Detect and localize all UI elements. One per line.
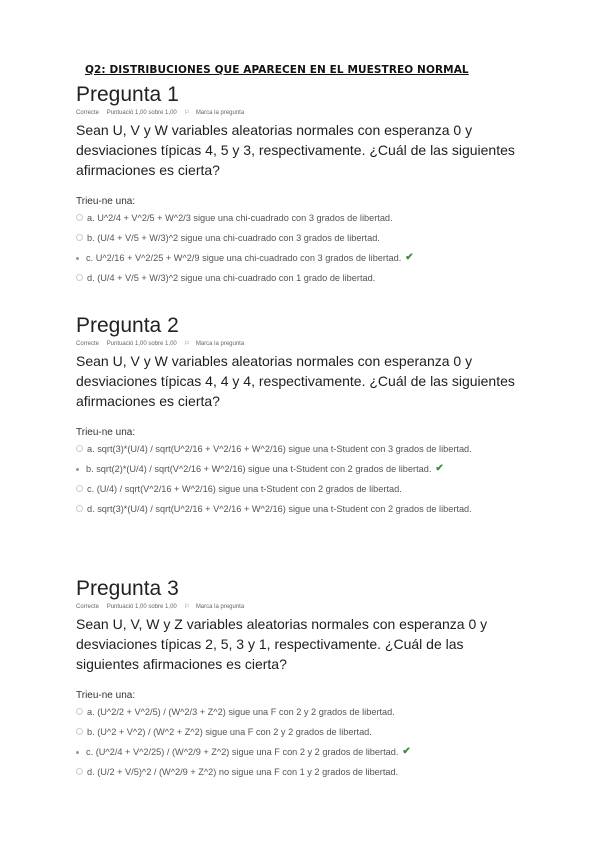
option-text: b. (U/4 + V/5 + W/3)^2 sigue una chi-cuadrado con 3 grados de libertad. bbox=[87, 233, 380, 243]
option-text: d. (U/4 + V/5 + W/3)^2 sigue una chi-cuadrado con 1 grado de libertad. bbox=[87, 273, 376, 283]
choose-label: Trieu-ne una: bbox=[76, 690, 136, 701]
option-d[interactable] bbox=[76, 502, 526, 516]
option-text: c. U^2/16 + V^2/25 + W^2/9 sigue una chi-cuadrado con 3 grados de libertad. bbox=[86, 253, 402, 263]
flag-icon[interactable]: ⚐ bbox=[184, 110, 190, 116]
radio-icon[interactable] bbox=[76, 485, 83, 492]
radio-icon[interactable] bbox=[76, 728, 83, 735]
check-icon: ✔ bbox=[402, 746, 411, 757]
option-text: d. sqrt(3)*(U/4) / sqrt(U^2/16 + V^2/16 + W^2/16) sigue una t-Student con 2 grados de libertad. bbox=[87, 504, 472, 514]
option-text: a. U^2/4 + V^2/5 + W^2/3 sigue una chi-cuadrado con 3 grados de libertad. bbox=[87, 213, 393, 223]
radio-selected-icon[interactable] bbox=[76, 751, 79, 754]
question-text: Sean U, V, W y Z variables aleatorias normales con esperanza 0 y desviaciones típicas 2, 5, 3 y 1, respectivamente. ¿Cuál de las siguientes afirmaciones es cierta? bbox=[76, 616, 488, 672]
radio-icon[interactable] bbox=[76, 234, 83, 241]
option-c[interactable] bbox=[76, 745, 526, 759]
radio-selected-icon[interactable] bbox=[76, 257, 79, 260]
score-label: Puntuació 1,00 sobre 1,00 bbox=[106, 604, 177, 610]
question-title: Pregunta 1 bbox=[76, 83, 179, 106]
option-d[interactable] bbox=[76, 271, 526, 285]
question-title: Pregunta 3 bbox=[76, 577, 179, 600]
radio-icon[interactable] bbox=[76, 768, 83, 775]
page-heading: Q2: DISTRIBUCIONES QUE APARECEN EN EL MUESTREO NORMAL bbox=[85, 64, 469, 76]
option-text: d. (U/2 + V/5)^2 / (W^2/9 + Z^2) no sigue una F con 1 y 2 grados de libertad. bbox=[87, 767, 399, 777]
option-b[interactable] bbox=[76, 231, 526, 245]
radio-selected-icon[interactable] bbox=[76, 468, 79, 471]
flag-icon[interactable]: ⚐ bbox=[184, 341, 190, 347]
score-label: Puntuació 1,00 sobre 1,00 bbox=[106, 341, 177, 347]
question-title: Pregunta 2 bbox=[76, 314, 179, 337]
option-c[interactable] bbox=[76, 482, 526, 496]
option-b[interactable] bbox=[76, 462, 526, 476]
radio-icon[interactable] bbox=[76, 274, 83, 281]
option-a[interactable] bbox=[76, 211, 526, 225]
question-3 bbox=[76, 576, 536, 785]
answer-options bbox=[76, 705, 536, 779]
option-b[interactable] bbox=[76, 725, 526, 739]
flag-question-link[interactable]: Marca la pregunta bbox=[195, 110, 245, 116]
flag-icon[interactable]: ⚐ bbox=[184, 604, 190, 610]
radio-icon[interactable] bbox=[76, 708, 83, 715]
option-text: b. (U^2 + V^2) / (W^2 + Z^2) sigue una F con 2 y 2 grados de libertad. bbox=[87, 727, 372, 737]
check-icon: ✔ bbox=[405, 252, 414, 263]
question-2 bbox=[76, 313, 536, 522]
option-text: b. sqrt(2)*(U/4) / sqrt(V^2/16 + W^2/16) sigue una t-Student con 2 grados de libertad. bbox=[86, 464, 432, 474]
option-a[interactable] bbox=[76, 442, 526, 456]
option-text: a. sqrt(3)*(U/4) / sqrt(U^2/16 + V^2/16 + W^2/16) sigue una t-Student con 3 grados de libertad. bbox=[87, 444, 472, 454]
answer-options bbox=[76, 442, 536, 516]
option-text: a. (U^2/2 + V^2/5) / (W^2/3 + Z^2) sigue una F con 2 y 2 grados de libertad. bbox=[87, 707, 395, 717]
question-meta bbox=[76, 109, 536, 118]
question-meta bbox=[76, 603, 536, 612]
radio-icon[interactable] bbox=[76, 505, 83, 512]
question-text: Sean U, V y W variables aleatorias normales con esperanza 0 y desviaciones típicas 4, 5 y 3, respectivamente. ¿Cuál de las siguientes afirmaciones es cierta? bbox=[76, 122, 515, 178]
radio-icon[interactable] bbox=[76, 445, 83, 452]
option-text: c. (U^2/4 + V^2/25) / (W^2/9 + Z^2) sigue una F con 2 y 2 grados de libertad. bbox=[86, 747, 399, 757]
check-icon: ✔ bbox=[435, 463, 444, 474]
choose-label: Trieu-ne una: bbox=[76, 196, 136, 207]
score-label: Puntuació 1,00 sobre 1,00 bbox=[106, 110, 177, 116]
option-a[interactable] bbox=[76, 705, 526, 719]
status-label: Correcte bbox=[76, 604, 100, 610]
flag-question-link[interactable]: Marca la pregunta bbox=[195, 604, 245, 610]
option-c[interactable] bbox=[76, 251, 526, 265]
radio-icon[interactable] bbox=[76, 214, 83, 221]
status-label: Correcte bbox=[76, 110, 100, 116]
choose-label: Trieu-ne una: bbox=[76, 427, 136, 438]
question-1 bbox=[76, 82, 536, 291]
question-text: Sean U, V y W variables aleatorias normales con esperanza 0 y desviaciones típicas 4, 4 y 4, respectivamente. ¿Cuál de las siguientes afirmaciones es cierta? bbox=[76, 353, 515, 409]
status-label: Correcte bbox=[76, 341, 100, 347]
option-text: c. (U/4) / sqrt(V^2/16 + W^2/16) sigue una t-Student con 2 grados de libertad. bbox=[87, 484, 402, 494]
question-meta bbox=[76, 340, 536, 349]
flag-question-link[interactable]: Marca la pregunta bbox=[195, 341, 245, 347]
answer-options bbox=[76, 211, 536, 285]
option-d[interactable] bbox=[76, 765, 526, 779]
